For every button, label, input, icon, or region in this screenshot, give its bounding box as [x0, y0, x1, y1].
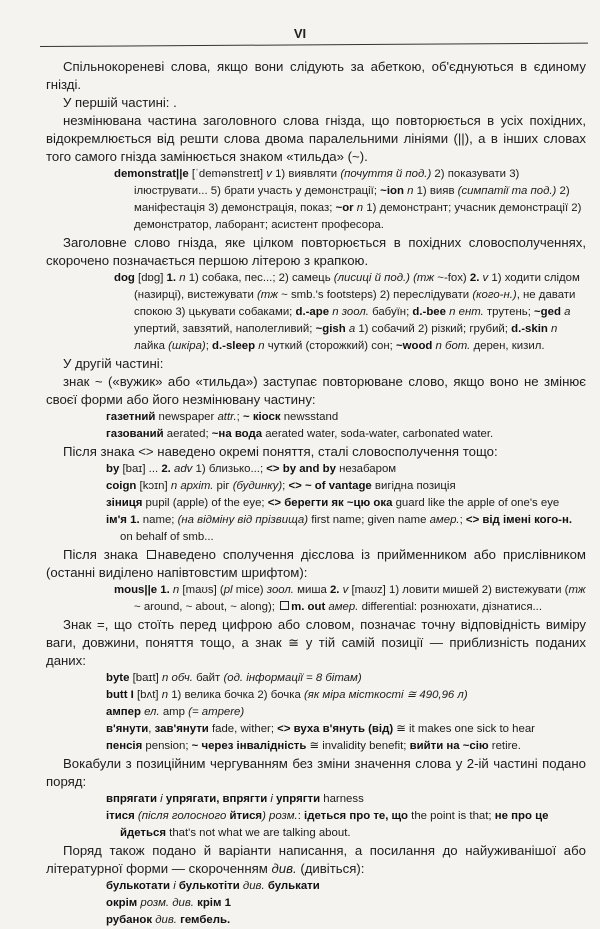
usage-note: (= ampere) [188, 706, 245, 718]
cross-reference-target: гембель. [176, 914, 231, 926]
cross-reference-label: див. [152, 914, 177, 926]
translation: pension; [142, 740, 192, 752]
part-of-speech: v [266, 168, 272, 180]
translation: first name; given name [308, 514, 430, 526]
part-of-speech: n [176, 272, 186, 284]
transcription: [baɪ] ... [119, 463, 162, 475]
usage-note: (тж [413, 272, 435, 284]
translation: 1) велика бочка 2) бочка [168, 689, 304, 701]
example-block-box [46, 582, 586, 616]
usage-note: (кого-н.) [472, 289, 517, 301]
conjunction: і [157, 793, 166, 805]
definition-text: 2) показувати 3) ілюструвати... 5) брати участь у демонстрації; [134, 168, 520, 197]
dictionary-entry-mouse [66, 582, 586, 616]
usage-note: ел. [140, 706, 160, 718]
part-of-speech: n [403, 185, 414, 197]
translation: that's not what we are talking about. [165, 827, 351, 839]
conjunction: і [170, 880, 179, 892]
headword: ім'я 1. [106, 514, 140, 526]
paragraph-first-part: У першій частині: . [63, 95, 177, 110]
dictionary-entry-byte [60, 670, 586, 687]
translation: ≅ invalidity benefit; [306, 740, 410, 752]
dictionary-entry-demonstrate [66, 166, 586, 234]
usage-note: (після голосного [134, 810, 230, 822]
sense-number: 1. [166, 272, 177, 284]
paragraph-headword-abbrev: Заголовне слово гнізда, яке цілком повторюється в похідних словосполученнях, скорочено позначається першою літерою з крапкою. [46, 235, 586, 268]
part-of-speech: n архіт. [170, 480, 214, 492]
translation: harness [320, 793, 364, 805]
derived-form: ~ion [380, 185, 404, 197]
phrase: ідеться про те, що [304, 810, 408, 822]
translation: [maʊz] 1) ловити мишей 2) вистежувати ( [348, 584, 569, 596]
example-block-demonstrate [46, 166, 586, 234]
example-block-tilde [46, 409, 586, 443]
translation: aerated; [163, 428, 212, 440]
phrase: вийти на ~сію [409, 740, 489, 752]
paragraph-alternation: Вокабули з позиційним чергуванням без зміни значення слова у 2-ій частині подано поряд: [46, 756, 586, 789]
part-of-speech: adv [170, 463, 193, 475]
translation: вигідна позиція [371, 480, 456, 492]
dictionary-entry-butt [60, 687, 586, 704]
translation: 1) близько...; [192, 463, 267, 475]
sense-number: 2. [469, 272, 480, 284]
usage-note: (симпатії та под.) [457, 185, 557, 197]
transcription: [kɔɪn] [136, 480, 171, 492]
usage-note: (на відміну від прізвища) [177, 514, 309, 526]
derived-form: d.-bee [412, 306, 446, 318]
dictionary-entry-dog [66, 270, 586, 355]
headword: рубанок [106, 914, 153, 926]
headword-variant: булькотіти [178, 880, 240, 892]
usage-note: амер. [429, 514, 460, 526]
paragraph-text: наведено сполучення дієслова із прийменником або прислівником (останні виділено напівтовстим шрифтом): [46, 547, 586, 580]
phrase: <> вуха в'януть (від) [277, 723, 394, 735]
sense-number: 2. [329, 584, 340, 596]
definition-text: 1) виявляти [271, 168, 341, 180]
example-block-variants [46, 878, 586, 929]
headword: пенсія [106, 740, 143, 752]
part-of-speech: v [339, 584, 349, 596]
part-of-speech: a [345, 323, 356, 335]
translation: newspaper [155, 411, 218, 423]
phrase: ~на вода [211, 428, 263, 440]
phrase: ~ через інвалідність [191, 740, 307, 752]
sense-number: 2. [161, 463, 171, 475]
headword: окрім [106, 897, 138, 909]
derived-form: d.-ape [295, 306, 330, 318]
headword: ітися [106, 810, 135, 822]
translation: ; [459, 514, 466, 526]
dictionary-entry-coign [60, 478, 586, 495]
translation: ~ around, ~ about, ~ along); [134, 601, 279, 613]
usage-note: (почуття й под.) [340, 168, 432, 180]
dictionary-entry-okrim [60, 895, 586, 912]
headword: byte [106, 672, 130, 684]
phrase: не про це йдеться [120, 810, 549, 839]
translation: retire. [488, 740, 521, 752]
square-sign-icon [147, 550, 156, 559]
derived-form: d.-skin [511, 323, 548, 335]
dictionary-entry-zinytsia [60, 495, 586, 512]
derived-form: ~ged [534, 306, 561, 318]
definition-text: упертий, завзятий, наполегливий; [134, 323, 316, 335]
part-of-speech: n зоол. [329, 306, 369, 318]
headword: газований [106, 428, 164, 440]
usage-note: (шкіра) [168, 340, 206, 352]
phrase: <> ~ of vantage [288, 480, 372, 492]
usage-note: тж [568, 584, 586, 596]
usage-note: (як міра місткості ≅ 490,96 л) [303, 689, 468, 701]
part-of-speech: a [560, 306, 571, 318]
derived-form: ~or [335, 202, 354, 214]
cross-reference-label: див. [239, 880, 265, 892]
headword: зіниця [106, 497, 143, 509]
square-sign-icon [280, 601, 289, 610]
example-block-dog [46, 270, 586, 355]
translation: fade, wither; [208, 723, 278, 735]
translation: pupil (apple) of the eye; [142, 497, 268, 509]
paragraph-unchanged-part: незмінювана частина заголовного слова гнізда, що повторюється в усіх похідних, відокремлюється від решти слова двома паралельними лініями (||), а в інших словах того самого гнізда замінюється знаком «тильда» (~). [46, 113, 586, 164]
part-of-speech: n [353, 202, 364, 214]
definition-text: ~ smb.'s footsteps) 2) переслідувати [278, 289, 473, 301]
dictionary-entry-amper [60, 704, 586, 721]
usage-note: (будинку) [232, 480, 283, 492]
conjunction: і [267, 793, 277, 805]
page-content [46, 58, 586, 929]
translation: ; [282, 480, 289, 492]
usage-note: (тж [257, 289, 278, 301]
part-of-speech: n [547, 323, 558, 335]
transcription: [baɪt] [129, 672, 162, 684]
translation: name; [139, 514, 178, 526]
cross-reference-label: розм. див. [137, 897, 194, 909]
abbreviation: див. [271, 861, 297, 876]
usage-note: (од. інформації = 8 бітам) [223, 672, 362, 684]
translation: newsstand [280, 411, 339, 423]
dictionary-entry-bulkotaty [60, 878, 586, 895]
translation: миша [293, 584, 330, 596]
separator: : [297, 810, 305, 822]
part-of-speech: n обч. [161, 672, 193, 684]
translation: байт [192, 672, 224, 684]
translation: guard like the apple of one's eye [392, 497, 560, 509]
part-of-speech: v [479, 272, 489, 284]
paragraph-tilde-sign: знак ~ («вужик» або «тильда») заступає повторюване слово, якщо воно не змінює своєї форми або його незмінювану частину: [46, 374, 586, 407]
definition-text: 1) демонстрант; учасник демонстрації 2) демонстратор, лаборант; асистент професора. [134, 202, 582, 231]
headword: by [106, 463, 120, 475]
translation: amp [159, 706, 189, 718]
dictionary-entry-gazovany [60, 426, 586, 443]
translation: ; [236, 411, 243, 423]
definition-text: трутень; [483, 306, 535, 318]
example-block-diamond [46, 461, 586, 546]
dictionary-entry-rubanok [60, 912, 586, 929]
transcription: [maʊs] ( [179, 584, 224, 596]
definition-text: 1) собачий 2) різкий; грубий; [355, 323, 512, 335]
page-number: VI [293, 26, 307, 41]
dictionary-entry-itysia [60, 808, 586, 842]
headword: ампер [106, 706, 141, 718]
headword-variant: упрягти [276, 793, 321, 805]
headword-variant: упрягати, впрягти [165, 793, 268, 805]
phrase: ~ кіоск [243, 411, 281, 423]
headword: газетний [106, 411, 156, 423]
transcription: [ˈdemənstreɪt] [188, 168, 267, 180]
definition-text: 1) ходити слідом (назирці), вистежувати [134, 272, 580, 301]
headword: coign [106, 480, 137, 492]
translation: незабаром [335, 463, 397, 475]
paragraph-text: Поряд також подано й варіанти написання, а посилання до найуживанішої або літературної форми — скороченням [46, 843, 586, 876]
translation: differential: рознюхати, дізнатися... [358, 601, 542, 613]
definition-text: 1) собака, пес...; 2) самець [185, 272, 334, 284]
headword: впрягати [106, 793, 157, 805]
dictionary-entry-vpriahaty [60, 791, 586, 808]
translation: ≅ it makes one sick to hear [393, 723, 535, 735]
usage-note: (лисиці й под.) [333, 272, 410, 284]
paragraph-text: (дивіться): [300, 861, 365, 876]
definition-text: дерен, кизил. [470, 340, 545, 352]
part-of-speech: n бот. [432, 340, 471, 352]
usage-note: ) розм. [262, 810, 298, 822]
paragraph-text: Після знака [63, 547, 138, 562]
example-block-alternation [46, 791, 586, 842]
definition-text: 1) вияв [413, 185, 458, 197]
part-of-speech: n [161, 689, 169, 701]
dictionary-entry-vianuty [60, 721, 586, 738]
headword-variant: йтися [229, 810, 263, 822]
translation: aerated water, soda-water, carbonated water. [262, 428, 494, 440]
headword-variant: зав'янути [154, 723, 209, 735]
dictionary-entry-gazetny [60, 409, 586, 426]
definition-text: , не давати спокою 3) цькувати собаками; [134, 289, 576, 318]
definition-text: лайка [134, 340, 169, 352]
part-of-speech: n [255, 340, 265, 352]
definition-text: ; [205, 340, 213, 352]
headword: в'янути [106, 723, 149, 735]
derived-form: ~gish [315, 323, 346, 335]
transcription: [dɒg] [134, 272, 167, 284]
phrase: <> берегти як ~цю ока [267, 497, 393, 509]
transcription: [bʌt] [133, 689, 162, 701]
usage-note: амер. [325, 601, 359, 613]
translation: on behalf of smb... [120, 531, 214, 543]
header-rule [40, 43, 588, 47]
paragraph-variants [46, 842, 586, 878]
headword: butt I [106, 689, 134, 701]
phrase: <> від імені кого-н. [465, 514, 572, 526]
definition-text: чуткий (сторожкий) сон; [264, 340, 396, 352]
dictionary-entry-pensiia [60, 738, 586, 755]
part-of-speech: n [169, 584, 180, 596]
usage-note: attr. [217, 411, 237, 423]
phrasal-verb: m. out [291, 601, 326, 613]
translation: mice) [232, 584, 267, 596]
definition-text: бабуїн; [368, 306, 413, 318]
paragraph-second-part: У другій частині: [63, 356, 164, 371]
headword: булькотати [106, 880, 171, 892]
paragraph-diamond-sign: Після знака <> наведено окремі поняття, сталі словосполучення тощо: [63, 444, 498, 459]
dictionary-entry-imia [60, 512, 586, 546]
headword: dog [114, 272, 135, 284]
headword: demonstrat||e [114, 168, 189, 180]
usage-note: зоол. [266, 584, 294, 596]
paragraph-box-sign [46, 546, 586, 582]
part-of-speech: n ент. [445, 306, 484, 318]
definition-text: 2) маніфестація 3) демонстрація, показ; [134, 185, 570, 214]
derived-form: d.-sleep [212, 340, 256, 352]
definition-text: ~-fox) [434, 272, 470, 284]
separator: , [148, 723, 155, 735]
dictionary-entry-by [60, 461, 586, 478]
paragraph-nest-intro: Спільнокореневі слова, якщо вони слідують за абеткою, об'єднуються в єдиному гнізді. [46, 59, 586, 92]
phrase: <> by and by [266, 463, 336, 475]
cross-reference-target: булькати [264, 880, 320, 892]
example-block-equals [46, 670, 586, 755]
translation: ріг [213, 480, 233, 492]
paragraph-equals-sign: Знак =, що стоїть перед цифрою або словом, позначає точну відповідність виміру ваги, довжини, поняття тощо, а знак ≅ у тій самій позиції — приблизність поданих даних: [46, 617, 586, 668]
usage-note: pl [223, 584, 233, 596]
derived-form: ~wood [396, 340, 433, 352]
cross-reference-target: крім 1 [193, 897, 231, 909]
headword: mous||e 1. [114, 584, 170, 596]
translation: the point is that; [407, 810, 495, 822]
